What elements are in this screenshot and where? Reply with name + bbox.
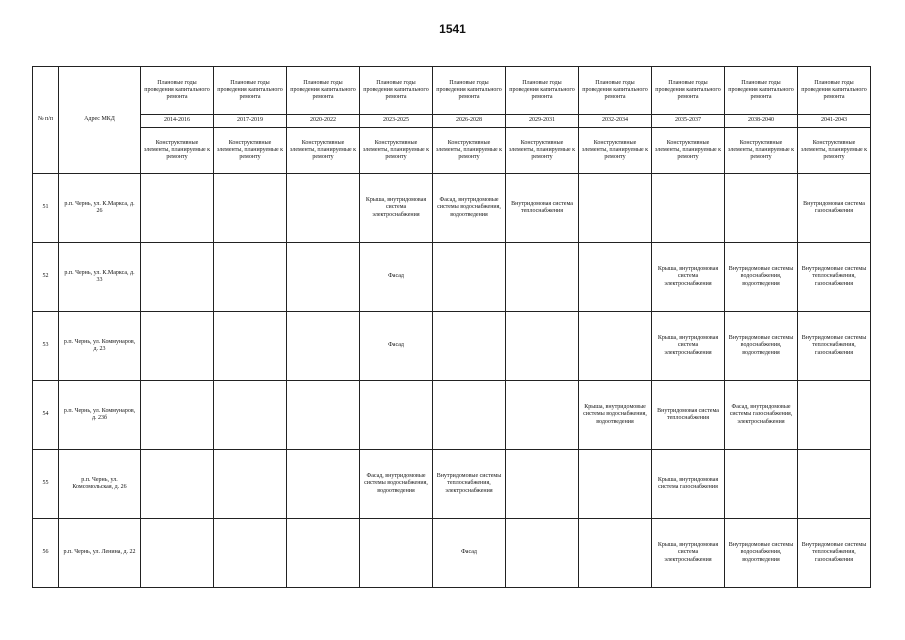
repair-cell [141, 519, 214, 588]
repair-cell [506, 450, 579, 519]
repair-cell [214, 450, 287, 519]
repair-cell [287, 174, 360, 243]
period-title: Плановые годы проведения капитального ремонта [579, 67, 652, 115]
period-title: Плановые годы проведения капитального ремонта [725, 67, 798, 115]
repair-cell [214, 519, 287, 588]
elements-label: Конструктивные элементы, планируемые к ремонту [579, 128, 652, 174]
repair-cell [798, 381, 871, 450]
repair-cell [725, 450, 798, 519]
num-header: № п/п [33, 67, 59, 174]
repair-cell [433, 243, 506, 312]
elements-label: Конструктивные элементы, планируемые к ремонту [506, 128, 579, 174]
repair-cell: Фасад, внутридомовые системы газоснабжения, электроснабжения [725, 381, 798, 450]
period-title: Плановые годы проведения капитального ремонта [287, 67, 360, 115]
repair-cell: Фасад [433, 519, 506, 588]
repair-cell [287, 312, 360, 381]
table-row [33, 519, 871, 588]
repair-cell [214, 243, 287, 312]
period-title: Плановые годы проведения капитального ремонта [141, 67, 214, 115]
page-number: 1541 [439, 22, 466, 36]
repair-cell [579, 312, 652, 381]
table-row [33, 243, 871, 312]
period-years: 2038-2040 [725, 115, 798, 128]
repair-cell: Крыша, внутридомовая система электроснабжения [360, 174, 433, 243]
repair-cell: Крыша, внутридомовая система электроснабжения [652, 243, 725, 312]
repair-cell: Крыша, внутридомовые системы водоснабжения, водоотведения [579, 381, 652, 450]
repair-cell [287, 450, 360, 519]
period-title-row [33, 67, 871, 115]
repair-cell [141, 243, 214, 312]
repair-cell [506, 243, 579, 312]
repair-cell [360, 519, 433, 588]
repair-cell: Фасад [360, 312, 433, 381]
repair-cell: Крыша, внутридомовая система электроснабжения [652, 519, 725, 588]
repair-cell: Внутридомовые системы теплоснабжения, газоснабжения [798, 519, 871, 588]
period-years: 2023-2025 [360, 115, 433, 128]
repair-cell [579, 519, 652, 588]
row-address: р.п. Чернь, ул. К.Маркса, д. 33 [59, 243, 141, 312]
row-number: 52 [33, 243, 59, 312]
repair-cell [287, 519, 360, 588]
repair-cell [725, 174, 798, 243]
period-years: 2032-2034 [579, 115, 652, 128]
elements-label: Конструктивные элементы, планируемые к ремонту [214, 128, 287, 174]
row-number: 56 [33, 519, 59, 588]
repair-cell [506, 312, 579, 381]
table-row [33, 312, 871, 381]
period-years: 2035-2037 [652, 115, 725, 128]
row-number: 53 [33, 312, 59, 381]
period-years-row [33, 115, 871, 128]
repair-cell: Фасад, внутридомовые системы водоснабжения, водоотведения [360, 450, 433, 519]
period-years: 2029-2031 [506, 115, 579, 128]
repair-cell: Внутридомовые системы водоснабжения, водоотведения [725, 312, 798, 381]
period-years: 2017-2019 [214, 115, 287, 128]
row-number: 54 [33, 381, 59, 450]
repair-cell [141, 174, 214, 243]
repair-cell: Внутридомовые системы теплоснабжения, газоснабжения [798, 243, 871, 312]
repair-cell: Внутридомовые системы теплоснабжения, газоснабжения [798, 312, 871, 381]
repair-cell [287, 381, 360, 450]
repair-cell [579, 174, 652, 243]
repair-cell [579, 450, 652, 519]
repair-cell: Фасад, внутридомовые системы водоснабжения, водоотведения [433, 174, 506, 243]
table-row [33, 381, 871, 450]
repair-cell: Фасад [360, 243, 433, 312]
elements-label-row [33, 128, 871, 174]
repair-cell: Крыша, внутридомовая система газоснабжения [652, 450, 725, 519]
row-address: р.п. Чернь, ул. Комсомольская, д. 26 [59, 450, 141, 519]
repair-cell: Внутридомовая система теплоснабжения [652, 381, 725, 450]
repair-cell: Внутридомовые системы теплоснабжения, электроснабжения [433, 450, 506, 519]
repair-cell [141, 381, 214, 450]
repair-cell [214, 312, 287, 381]
period-years: 2041-2043 [798, 115, 871, 128]
repair-cell [506, 381, 579, 450]
repair-cell: Внутридомовые системы водоснабжения, водоотведения [725, 243, 798, 312]
row-address: р.п. Чернь, ул. Ленина, д. 22 [59, 519, 141, 588]
elements-label: Конструктивные элементы, планируемые к ремонту [360, 128, 433, 174]
repair-cell [287, 243, 360, 312]
period-title: Плановые годы проведения капитального ремонта [652, 67, 725, 115]
table-row [33, 450, 871, 519]
row-address: р.п. Чернь, ул. К.Маркса, д. 26 [59, 174, 141, 243]
repair-cell [214, 381, 287, 450]
period-years: 2014-2016 [141, 115, 214, 128]
row-address: р.п. Чернь, ул. Коммунаров, д. 23б [59, 381, 141, 450]
repair-cell [798, 450, 871, 519]
period-title: Плановые годы проведения капитального ремонта [360, 67, 433, 115]
repair-cell [360, 381, 433, 450]
repair-cell: Внутридомовая система газоснабжения [798, 174, 871, 243]
row-number: 55 [33, 450, 59, 519]
repair-cell [433, 381, 506, 450]
repair-cell: Крыша, внутридомовая система электроснабжения [652, 312, 725, 381]
elements-label: Конструктивные элементы, планируемые к ремонту [652, 128, 725, 174]
row-address: р.п. Чернь, ул. Коммунаров, д. 23 [59, 312, 141, 381]
repair-cell [506, 519, 579, 588]
repair-cell [433, 312, 506, 381]
repair-cell [141, 312, 214, 381]
period-title: Плановые годы проведения капитального ремонта [214, 67, 287, 115]
elements-label: Конструктивные элементы, планируемые к ремонту [798, 128, 871, 174]
repair-cell [652, 174, 725, 243]
elements-label: Конструктивные элементы, планируемые к ремонту [141, 128, 214, 174]
repair-cell [214, 174, 287, 243]
repair-cell: Внутридомовая система теплоснабжения [506, 174, 579, 243]
period-title: Плановые годы проведения капитального ремонта [506, 67, 579, 115]
table-row [33, 174, 871, 243]
period-years: 2026-2028 [433, 115, 506, 128]
repair-cell [579, 243, 652, 312]
period-title: Плановые годы проведения капитального ремонта [433, 67, 506, 115]
period-title: Плановые годы проведения капитального ремонта [798, 67, 871, 115]
repair-cell: Внутридомовые системы водоснабжения, водоотведения [725, 519, 798, 588]
repair-cell [141, 450, 214, 519]
elements-label: Конструктивные элементы, планируемые к ремонту [725, 128, 798, 174]
capital-repair-table [32, 66, 871, 588]
elements-label: Конструктивные элементы, планируемые к ремонту [287, 128, 360, 174]
elements-label: Конструктивные элементы, планируемые к ремонту [433, 128, 506, 174]
row-number: 51 [33, 174, 59, 243]
period-years: 2020-2022 [287, 115, 360, 128]
address-header: Адрес МКД [59, 67, 141, 174]
